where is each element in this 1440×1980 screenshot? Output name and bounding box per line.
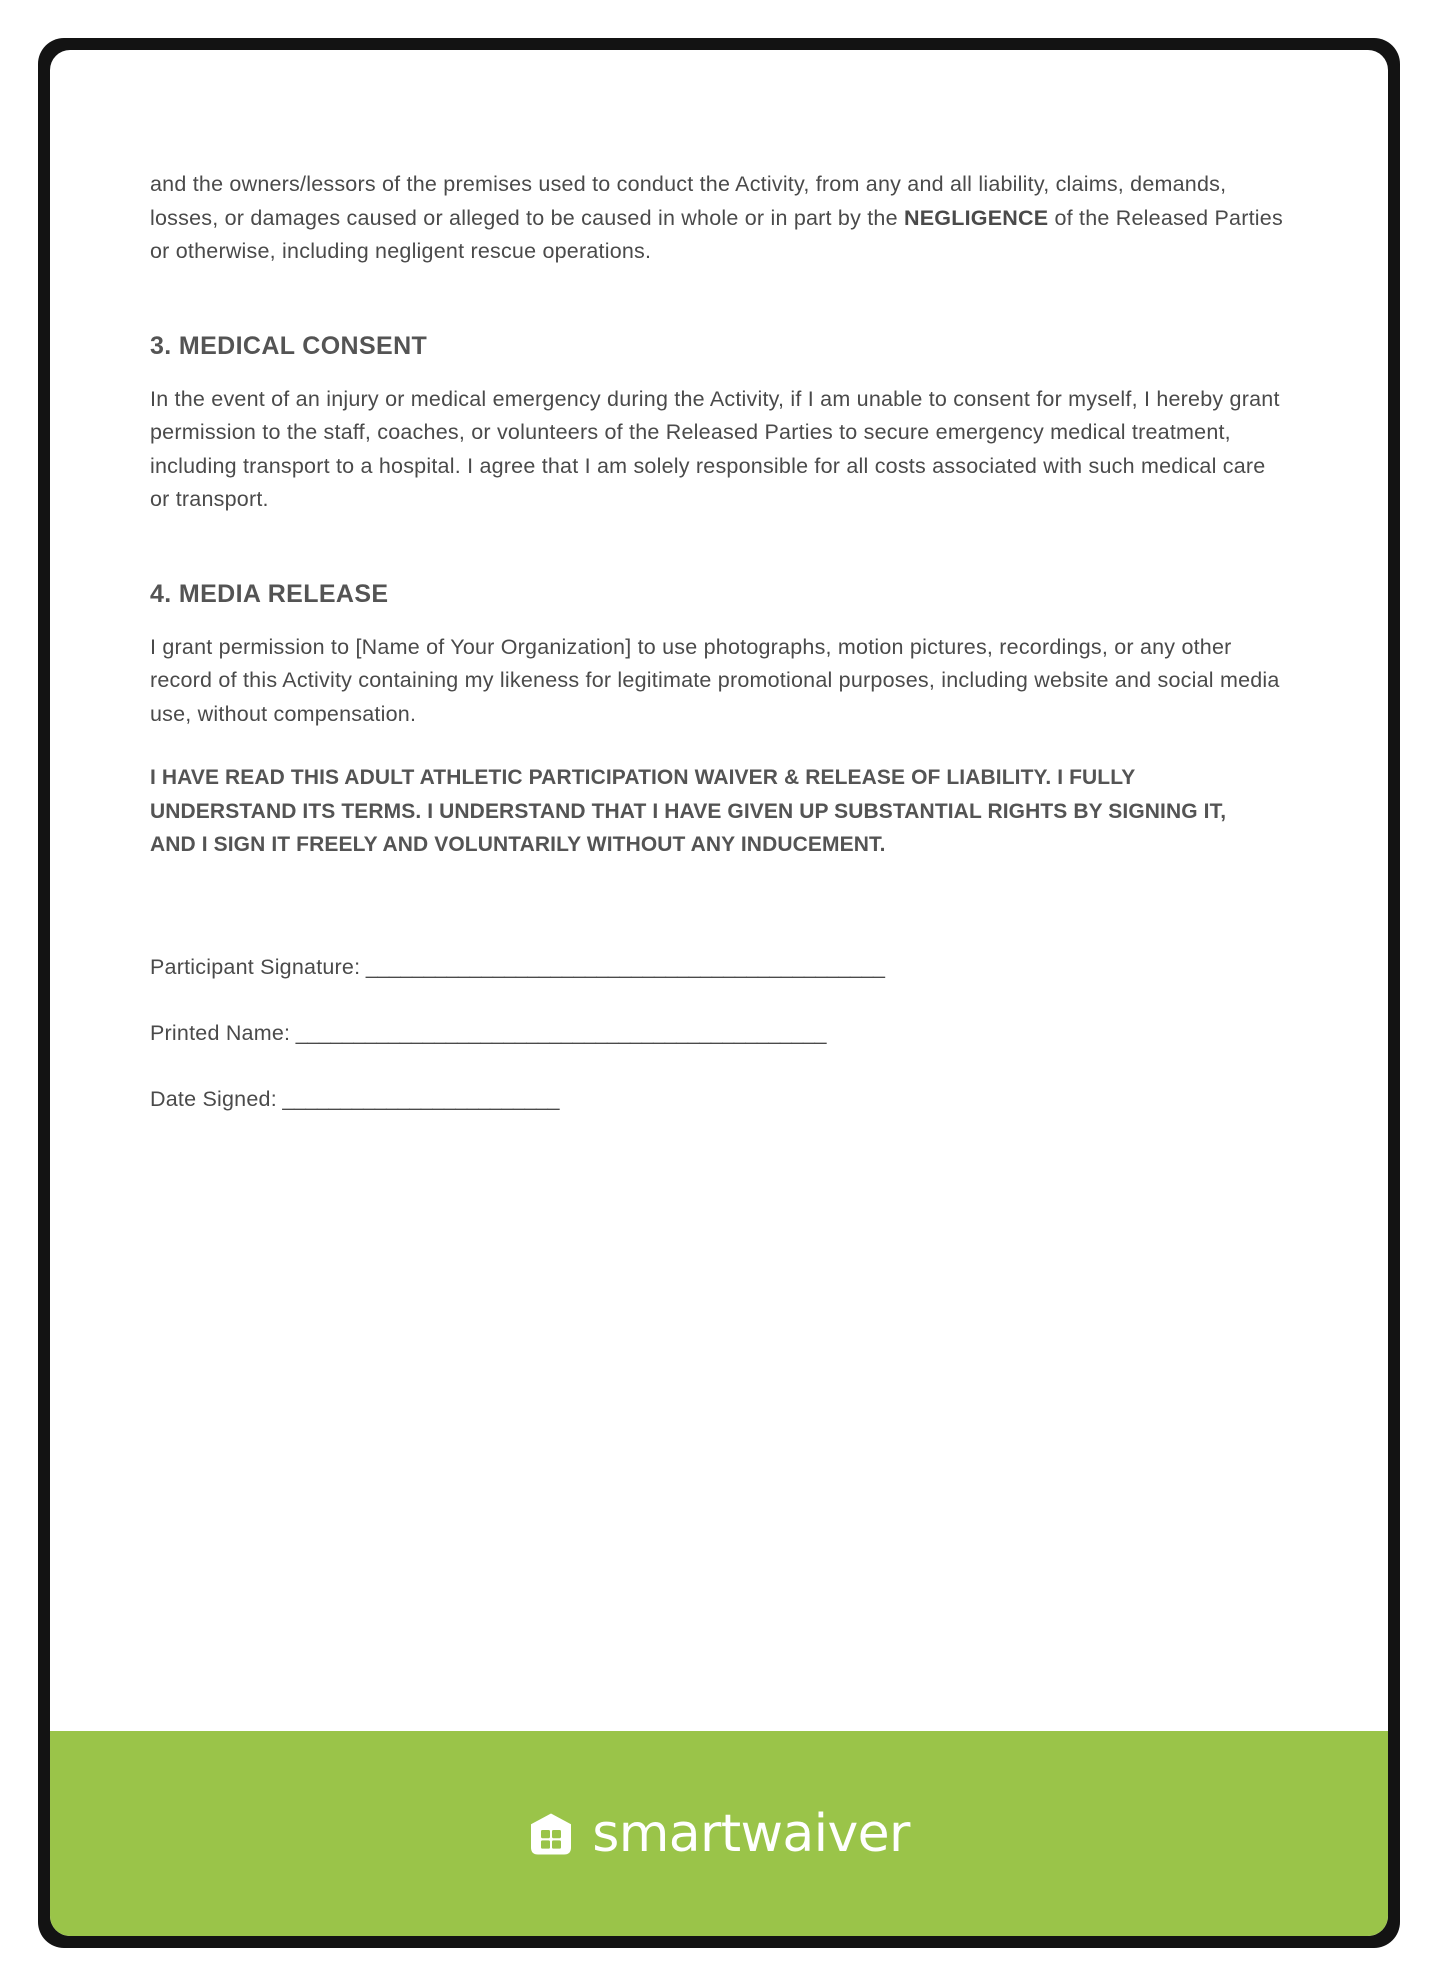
participant-signature-rule[interactable]: _____________________________________________: [360, 954, 885, 979]
signature-field-date-signed: [150, 1084, 1290, 1114]
section-heading-media-release: 4. MEDIA RELEASE: [150, 579, 389, 608]
participant-signature-label: Participant Signature:: [150, 954, 361, 979]
document-body: [50, 50, 1388, 1731]
paragraph-spacer: [150, 731, 1290, 761]
document-page: [50, 50, 1388, 1936]
signature-field-participant-signature: [150, 952, 1290, 982]
section-heading-medical-consent: 3. MEDICAL CONSENT: [150, 331, 428, 360]
date-signed-label: Date Signed:: [150, 1086, 277, 1111]
negligence-bold-term: NEGLIGENCE: [903, 205, 1049, 230]
heading-spacer: [150, 609, 1290, 631]
section-body-media-release: I grant permission to [Name of Your Organization] to use photographs, motion pictures, recordings, or any other record of this Activity containing my likeness for legitimate promotional purposes, including website and social media use, without compensation.: [150, 634, 1280, 726]
printed-name-label: Printed Name:: [150, 1020, 291, 1045]
brand-lockup: [528, 1803, 910, 1864]
heading-spacer: [150, 361, 1290, 383]
page-footer: [50, 1731, 1388, 1936]
brand-name: smartwaiver: [592, 1803, 910, 1864]
signature-block: [150, 952, 1290, 1114]
document-content-column: [150, 168, 1290, 1114]
section-body-medical-consent: In the event of an injury or medical emergency during the Activity, if I am unable to consent for myself, I hereby grant permission to the staff, coaches, or volunteers of the Released Parties to secure emergency medical treatment, including transport to a hospital. I agree that I am solely responsible for all costs associated with such medical care or transport.: [150, 386, 1280, 511]
printed-name-rule[interactable]: ______________________________________________: [290, 1020, 827, 1045]
section-spacer: [150, 517, 1290, 579]
section-spacer: [150, 269, 1290, 331]
continued-paragraph-part2: of the Released Parties or otherwise, including negligent rescue operations.: [150, 205, 1283, 263]
continued-paragraph-part1: and the owners/lessors of the premises used to conduct the Activity, from any and all liability, claims, demands, losses, or damages caused or alleged to be caused in whole or in part by the: [150, 172, 1227, 230]
continued-paragraph: [150, 168, 1290, 269]
acknowledgement-paragraph: I HAVE READ THIS ADULT ATHLETIC PARTICIPATION WAIVER & RELEASE OF LIABILITY. I FULLY UNDERSTAND ITS TERMS. I UNDERSTAND THAT I HAVE GIVEN UP SUBSTANTIAL RIGHTS BY SIGNING IT, AND I SIGN IT FREELY AND VOLUNTARILY WITHOUT ANY INDUCEMENT.: [150, 766, 1227, 856]
smartwaiver-logo-icon: [528, 1811, 574, 1857]
signature-field-printed-name: [150, 1018, 1290, 1048]
date-signed-rule[interactable]: ________________________: [276, 1086, 560, 1111]
